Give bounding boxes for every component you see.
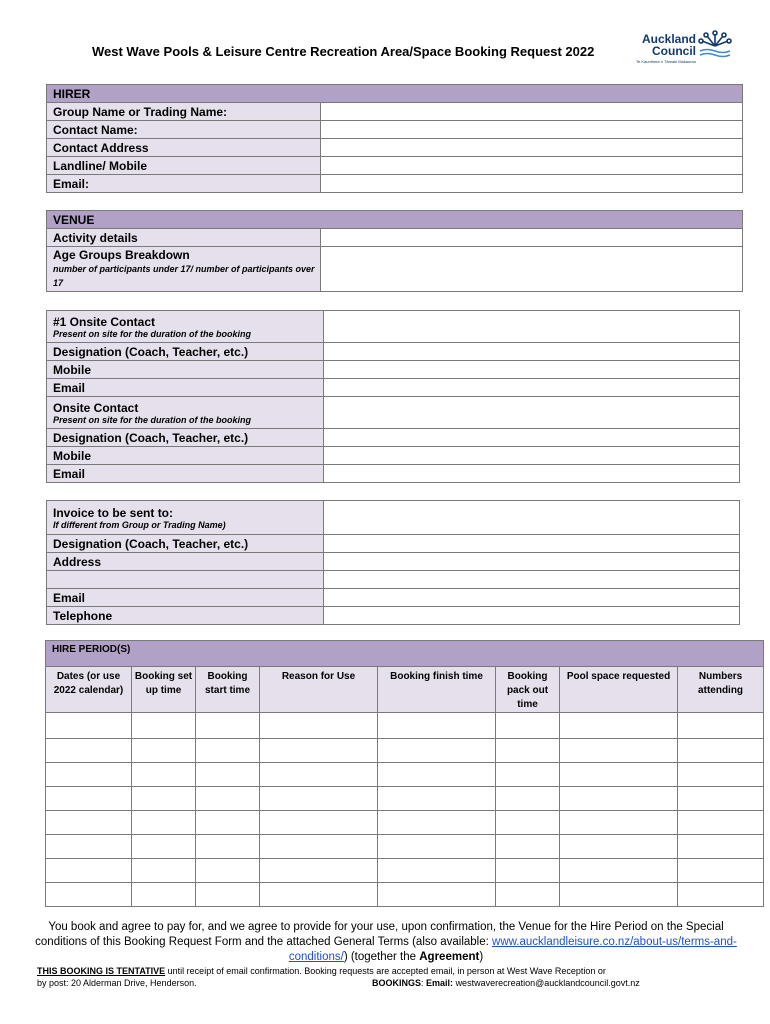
hire-cell[interactable] bbox=[132, 739, 196, 763]
hire-cell[interactable] bbox=[560, 739, 678, 763]
hire-cell[interactable] bbox=[560, 883, 678, 907]
email-2-label: Email bbox=[47, 465, 324, 483]
hire-row bbox=[46, 859, 764, 883]
contact-address-field[interactable] bbox=[321, 139, 743, 157]
bookings-label: BOOKINGS bbox=[372, 978, 422, 988]
invoice-address-label: Address bbox=[47, 553, 324, 571]
onsite-table bbox=[46, 310, 740, 483]
invoice-table bbox=[46, 500, 740, 625]
hire-cell[interactable] bbox=[132, 763, 196, 787]
logo-tagline: Te Kaunihera o Tāmaki Makaurau bbox=[636, 59, 696, 64]
agreement-mid: ) (together the bbox=[343, 951, 420, 963]
hire-cell[interactable] bbox=[378, 713, 496, 739]
hire-row bbox=[46, 835, 764, 859]
hire-cell[interactable] bbox=[132, 835, 196, 859]
hire-row bbox=[46, 763, 764, 787]
hire-cell[interactable] bbox=[46, 787, 132, 811]
contact-address-label: Contact Address bbox=[47, 139, 321, 157]
col-dates: Dates (or use 2022 calendar) bbox=[46, 667, 132, 713]
phone-label: Landline/ Mobile bbox=[47, 157, 321, 175]
venue-table bbox=[46, 210, 743, 292]
auckland-council-logo bbox=[638, 30, 738, 70]
hire-cell[interactable] bbox=[678, 883, 764, 907]
age-groups-note: number of participants under 17/ number of participants over 17 bbox=[53, 264, 315, 288]
hirer-header: HIRER bbox=[47, 85, 743, 103]
invoice-telephone-label: Telephone bbox=[47, 607, 324, 625]
hire-period-header: HIRE PERIOD(S) bbox=[46, 641, 764, 667]
hire-cell[interactable] bbox=[260, 739, 378, 763]
logo-word-auckland: Auckland bbox=[641, 32, 696, 46]
tentative-text: until receipt of email confirmation. Booking requests are accepted email, in person at West Wave Reception or bbox=[165, 966, 606, 976]
onsite-contact-2-note: Present on site for the duration of the booking bbox=[53, 414, 252, 425]
onsite-contact-1-field[interactable] bbox=[324, 311, 740, 343]
hire-cell[interactable] bbox=[496, 883, 560, 907]
col-setup-time: Booking set up time bbox=[132, 667, 196, 713]
hire-cell[interactable] bbox=[46, 763, 132, 787]
hire-cell[interactable] bbox=[46, 859, 132, 883]
pohutukawa-icon bbox=[698, 30, 732, 60]
contact-name-field[interactable] bbox=[321, 121, 743, 139]
onsite-contact-1-label bbox=[47, 311, 324, 343]
invoice-label bbox=[47, 501, 324, 535]
hire-cell[interactable] bbox=[46, 883, 132, 907]
onsite-contact-2-label bbox=[47, 397, 324, 429]
designation-2-field[interactable] bbox=[324, 429, 740, 447]
hire-row bbox=[46, 883, 764, 907]
col-finish-time: Booking finish time bbox=[378, 667, 496, 713]
hire-row bbox=[46, 713, 764, 739]
hire-cell[interactable] bbox=[378, 859, 496, 883]
email-2-field[interactable] bbox=[324, 465, 740, 483]
agreement-text: You book and agree to pay for, and we agree to provide for your use, upon confirmation, the Venue for the Hire Period on the Special conditions of this Booking Request Form and the attached General Terms (also available: bbox=[35, 921, 724, 948]
hire-cell[interactable] bbox=[260, 713, 378, 739]
agreement-paragraph bbox=[30, 920, 742, 965]
hire-cell[interactable] bbox=[46, 739, 132, 763]
bookings-contact: BOOKINGS: Email: westwaverecreation@aucklandcouncil.govt.nz bbox=[372, 978, 640, 988]
hire-cell[interactable] bbox=[260, 859, 378, 883]
invoice-designation-label: Designation (Coach, Teacher, etc.) bbox=[47, 535, 324, 553]
hirer-email-label: Email: bbox=[47, 175, 321, 193]
onsite-contact-2-field[interactable] bbox=[324, 397, 740, 429]
hire-cell[interactable] bbox=[132, 713, 196, 739]
col-reason: Reason for Use bbox=[260, 667, 378, 713]
hire-row bbox=[46, 787, 764, 811]
designation-1-label: Designation (Coach, Teacher, etc.) bbox=[47, 343, 324, 361]
hire-cell[interactable] bbox=[196, 713, 260, 739]
hire-cell[interactable] bbox=[260, 811, 378, 835]
hire-cell[interactable] bbox=[678, 739, 764, 763]
email-1-label: Email bbox=[47, 379, 324, 397]
mobile-2-field[interactable] bbox=[324, 447, 740, 465]
hire-cell[interactable] bbox=[496, 811, 560, 835]
hire-cell[interactable] bbox=[560, 713, 678, 739]
hire-cell[interactable] bbox=[560, 835, 678, 859]
email-label: Email: bbox=[426, 978, 454, 988]
invoice-address-field[interactable] bbox=[324, 553, 740, 571]
col-start-time: Booking start time bbox=[196, 667, 260, 713]
hire-period-table bbox=[45, 640, 764, 907]
hire-cell[interactable] bbox=[496, 763, 560, 787]
hire-row bbox=[46, 811, 764, 835]
hire-cell[interactable] bbox=[378, 835, 496, 859]
hire-cell[interactable] bbox=[260, 835, 378, 859]
onsite-contact-1-note: Present on site for the duration of the booking bbox=[53, 328, 252, 339]
hire-cell[interactable] bbox=[378, 811, 496, 835]
venue-header: VENUE bbox=[47, 211, 743, 229]
hire-cell[interactable] bbox=[196, 763, 260, 787]
col-numbers: Numbers attending bbox=[678, 667, 764, 713]
contact-line bbox=[37, 977, 757, 989]
bookings-email[interactable]: westwaverecreation@aucklandcouncil.govt.nz bbox=[455, 978, 640, 988]
age-groups-label bbox=[47, 247, 321, 292]
invoice-address-extra-field[interactable] bbox=[324, 571, 740, 589]
hire-cell[interactable] bbox=[378, 763, 496, 787]
hirer-table bbox=[46, 84, 743, 193]
hire-cell[interactable] bbox=[560, 811, 678, 835]
hire-cell[interactable] bbox=[132, 859, 196, 883]
hire-cell[interactable] bbox=[132, 787, 196, 811]
hire-cell[interactable] bbox=[560, 787, 678, 811]
designation-2-label: Designation (Coach, Teacher, etc.) bbox=[47, 429, 324, 447]
designation-1-field[interactable] bbox=[324, 343, 740, 361]
hire-cell[interactable] bbox=[196, 787, 260, 811]
hire-cell[interactable] bbox=[678, 835, 764, 859]
group-name-label: Group Name or Trading Name: bbox=[47, 103, 321, 121]
hire-cell[interactable] bbox=[678, 811, 764, 835]
invoice-field[interactable] bbox=[324, 501, 740, 535]
hire-cell[interactable] bbox=[678, 787, 764, 811]
hirer-email-field[interactable] bbox=[321, 175, 743, 193]
age-groups-field[interactable] bbox=[321, 247, 743, 292]
hire-cell[interactable] bbox=[46, 835, 132, 859]
invoice-address-extra-label bbox=[47, 571, 324, 589]
hire-cell[interactable] bbox=[196, 739, 260, 763]
hire-cell[interactable] bbox=[196, 811, 260, 835]
activity-field[interactable] bbox=[321, 229, 743, 247]
hire-cell[interactable] bbox=[378, 739, 496, 763]
phone-field[interactable] bbox=[321, 157, 743, 175]
hire-cell[interactable] bbox=[678, 713, 764, 739]
hire-cell[interactable] bbox=[496, 739, 560, 763]
terms-link[interactable]: www.aucklandleisure.co.nz/about-us/terms-and-conditions/ bbox=[288, 936, 737, 963]
onsite-contact-2-title: Onsite Contact bbox=[53, 400, 139, 415]
agreement-word: Agreement bbox=[419, 951, 480, 963]
hire-row bbox=[46, 739, 764, 763]
hire-cell[interactable] bbox=[496, 713, 560, 739]
contact-name-label: Contact Name: bbox=[47, 121, 321, 139]
hire-cell[interactable] bbox=[496, 859, 560, 883]
hire-cell[interactable] bbox=[46, 811, 132, 835]
tentative-heading: THIS BOOKING IS TENTATIVE bbox=[37, 966, 166, 976]
invoice-designation-field[interactable] bbox=[324, 535, 740, 553]
activity-label: Activity details bbox=[47, 229, 321, 247]
hire-cell[interactable] bbox=[260, 763, 378, 787]
age-groups-title: Age Groups Breakdown bbox=[53, 248, 190, 262]
hire-cell[interactable] bbox=[260, 787, 378, 811]
hire-cell[interactable] bbox=[196, 859, 260, 883]
logo-word-council: Council bbox=[652, 44, 696, 58]
invoice-email-field[interactable] bbox=[324, 589, 740, 607]
tentative-notice bbox=[37, 965, 757, 977]
form-title: West Wave Pools & Leisure Centre Recreation Area/Space Booking Request 2022 bbox=[92, 44, 595, 59]
email-1-field[interactable] bbox=[324, 379, 740, 397]
hire-cell[interactable] bbox=[260, 883, 378, 907]
invoice-title: Invoice to be sent to: bbox=[53, 505, 174, 520]
agreement-end: ) bbox=[479, 951, 484, 963]
mobile-2-label: Mobile bbox=[47, 447, 324, 465]
invoice-email-label: Email bbox=[47, 589, 324, 607]
onsite-contact-1-title: #1 Onsite Contact bbox=[53, 314, 156, 329]
mobile-1-label: Mobile bbox=[47, 361, 324, 379]
hire-cell[interactable] bbox=[196, 835, 260, 859]
hire-cell[interactable] bbox=[132, 883, 196, 907]
hire-cell[interactable] bbox=[560, 859, 678, 883]
group-name-field[interactable] bbox=[321, 103, 743, 121]
mobile-1-field[interactable] bbox=[324, 361, 740, 379]
hire-cell[interactable] bbox=[378, 883, 496, 907]
hire-cell[interactable] bbox=[496, 787, 560, 811]
hire-cell[interactable] bbox=[132, 811, 196, 835]
hire-cell[interactable] bbox=[678, 859, 764, 883]
col-pack-out-time: Booking pack out time bbox=[496, 667, 560, 713]
postal-address: by post: 20 Alderman Drive, Henderson. bbox=[37, 978, 197, 988]
hire-cell[interactable] bbox=[678, 763, 764, 787]
invoice-telephone-field[interactable] bbox=[324, 607, 740, 625]
invoice-note: If different from Group or Trading Name) bbox=[53, 519, 226, 530]
hire-cell[interactable] bbox=[46, 713, 132, 739]
hire-cell[interactable] bbox=[560, 763, 678, 787]
hire-cell[interactable] bbox=[378, 787, 496, 811]
col-pool-space: Pool space requested bbox=[560, 667, 678, 713]
hire-cell[interactable] bbox=[496, 835, 560, 859]
hire-cell[interactable] bbox=[196, 883, 260, 907]
